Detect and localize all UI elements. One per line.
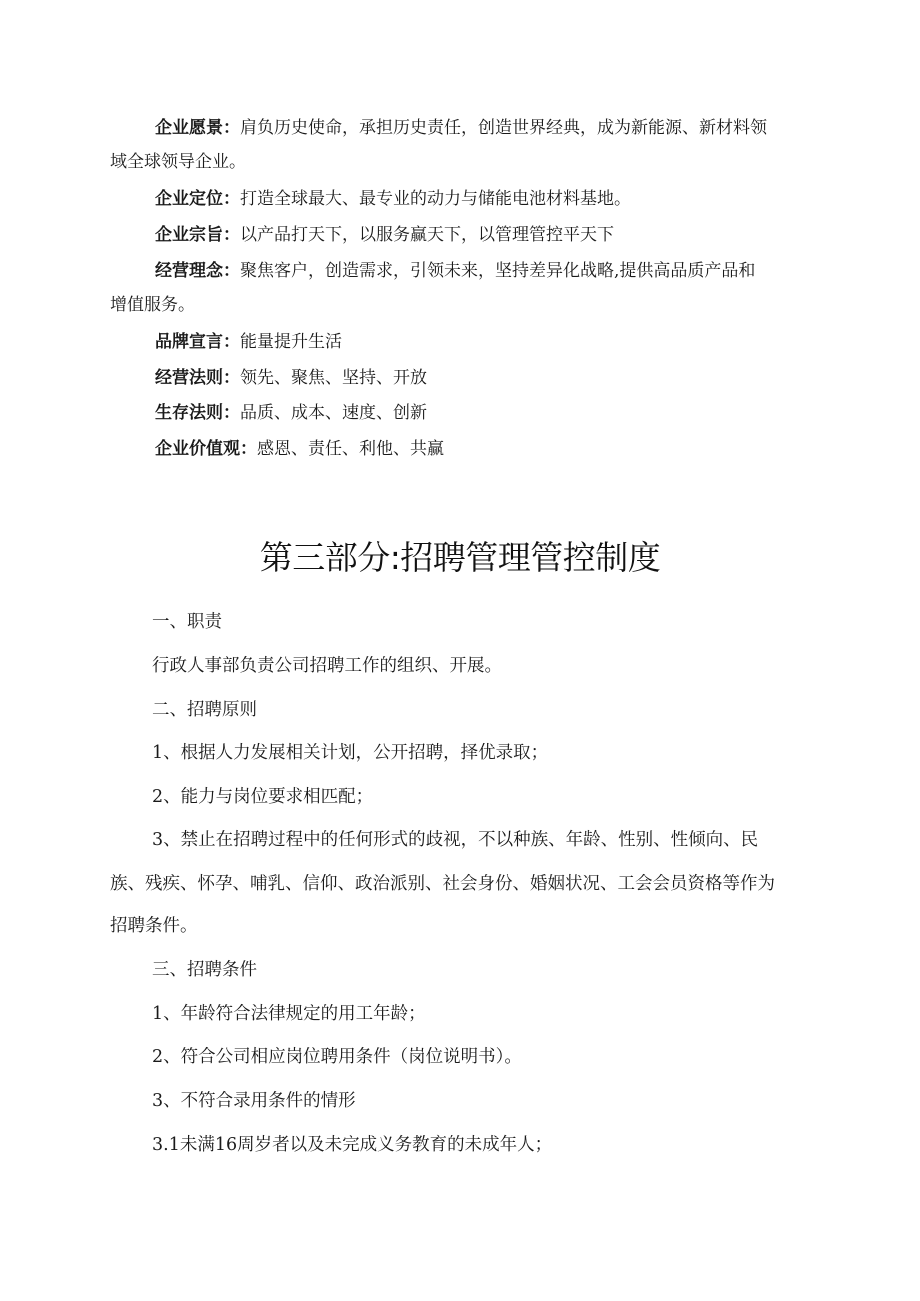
biz-rule-line: [155, 366, 920, 390]
philosophy-line-2: 增值服务。: [110, 295, 195, 315]
biz-rule-label: 经营法则：: [155, 368, 240, 388]
brand-text: 能量提升生活: [240, 332, 342, 352]
philosophy-line-1: [155, 259, 920, 283]
s2-item-1: 1、根据人力发展相关计划，公开招聘，择优录取；: [152, 743, 549, 763]
philosophy-text-1: 聚焦客户，创造需求，引领未来，坚持差异化战略,提供高品质产品和: [240, 261, 756, 281]
brand-line: [155, 330, 920, 354]
purpose-label: 企业宗旨：: [155, 225, 240, 245]
s2-item-3-line-2: 族、残疾、怀孕、哺乳、信仰、政治派别、社会身份、婚姻状况、工会会员资格等作为: [110, 874, 775, 894]
vision-text-1: 肩负历史使命，承担历史责任，创造世界经典，成为新能源、新材料领: [240, 118, 767, 138]
position-line: [155, 187, 920, 211]
vision-line-2: 域全球领导企业。: [110, 152, 246, 172]
survival-label: 生存法则：: [155, 403, 240, 423]
s1-text: 行政人事部负责公司招聘工作的组织、开展。: [152, 656, 502, 676]
s2-item-3-line-1: 3、禁止在招聘过程中的任何形式的歧视，不以种族、年龄、性别、性倾向、民: [152, 830, 759, 850]
position-label: 企业定位：: [155, 189, 240, 209]
section-title: 第三部分:招聘管理管控制度: [259, 538, 661, 577]
s3-item-3-1: 3.1未满16周岁者以及未完成义务教育的未成年人；: [152, 1135, 553, 1155]
biz-rule-text: 领先、聚焦、坚持、开放: [240, 368, 427, 388]
survival-line: [155, 401, 920, 425]
s1-heading: 一、职责: [152, 612, 222, 632]
values-line: [155, 437, 920, 461]
s3-heading: 三、招聘条件: [152, 960, 257, 980]
survival-text: 品质、成本、速度、创新: [240, 403, 427, 423]
values-text: 感恩、责任、利他、共赢: [257, 439, 444, 459]
s3-item-1: 1、年龄符合法律规定的用工年龄；: [152, 1004, 426, 1024]
purpose-text: 以产品打天下，以服务赢天下，以管理管控平天下: [240, 225, 614, 245]
position-text: 打造全球最大、最专业的动力与储能电池材料基地。: [240, 189, 631, 209]
s3-item-3: 3、不符合录用条件的情形: [152, 1091, 356, 1111]
s2-item-3-line-3: 招聘条件。: [110, 916, 198, 936]
s2-item-2: 2、能力与岗位要求相匹配；: [152, 787, 374, 807]
s3-item-2: 2、符合公司相应岗位聘用条件（岗位说明书）。: [152, 1047, 522, 1067]
purpose-line: [155, 223, 920, 247]
brand-label: 品牌宣言：: [155, 332, 240, 352]
vision-line-1: [155, 116, 920, 140]
s2-heading: 二、招聘原则: [152, 700, 257, 720]
vision-label: 企业愿景：: [155, 118, 240, 138]
values-label: 企业价值观：: [155, 439, 257, 459]
philosophy-label: 经营理念：: [155, 261, 240, 281]
